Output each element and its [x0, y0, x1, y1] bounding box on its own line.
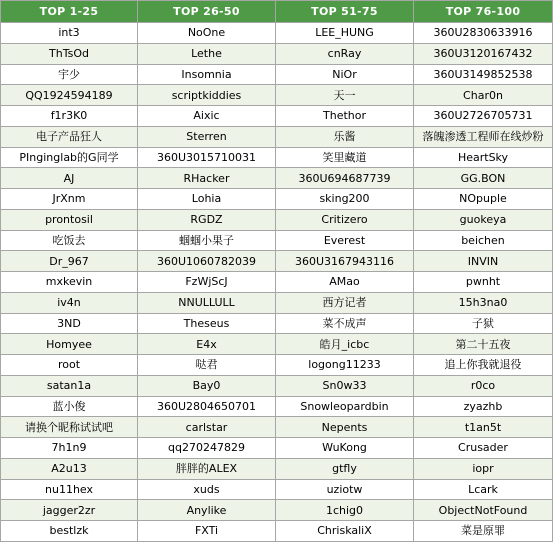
rank-51-75-cell: uziotw — [276, 479, 414, 500]
leaderboard-body — [1, 23, 553, 542]
rank-76-100-cell: iopr — [414, 458, 553, 479]
rank-76-100-cell: 落魄渗透工程师在线炒粉 — [414, 126, 553, 147]
rank-76-100-cell: 360U3149852538 — [414, 64, 553, 85]
rank-51-75-cell: ChriskaliX — [276, 521, 414, 542]
table-row — [1, 355, 553, 376]
header-top-26-50: TOP 26-50 — [138, 1, 276, 23]
rank-76-100-cell: 360U3120167432 — [414, 43, 553, 64]
rank-51-75-cell: Everest — [276, 230, 414, 251]
rank-51-75-cell: Critizero — [276, 209, 414, 230]
rank-51-75-cell: 1chig0 — [276, 500, 414, 521]
rank-76-100-cell: GG.BON — [414, 168, 553, 189]
rank-26-50-cell: scriptkiddies — [138, 85, 276, 106]
table-row — [1, 43, 553, 64]
rank-26-50-cell: 360U2804650701 — [138, 396, 276, 417]
rank-51-75-cell: WuKong — [276, 438, 414, 459]
rank-76-100-cell: Char0n — [414, 85, 553, 106]
rank-76-100-cell: Lcark — [414, 479, 553, 500]
rank-51-75-cell: NiOr — [276, 64, 414, 85]
rank-26-50-cell: 胖胖的ALEX — [138, 458, 276, 479]
rank-26-50-cell: RGDZ — [138, 209, 276, 230]
rank-51-75-cell: 360U694687739 — [276, 168, 414, 189]
table-row — [1, 521, 553, 542]
rank-1-25-cell: AJ — [1, 168, 138, 189]
rank-26-50-cell: Aixic — [138, 106, 276, 127]
table-row — [1, 458, 553, 479]
rank-1-25-cell: ThTsOd — [1, 43, 138, 64]
table-row — [1, 106, 553, 127]
rank-26-50-cell: E4x — [138, 334, 276, 355]
header-row — [1, 1, 553, 23]
rank-76-100-cell: guokeya — [414, 209, 553, 230]
rank-1-25-cell: jagger2zr — [1, 500, 138, 521]
rank-1-25-cell: f1r3K0 — [1, 106, 138, 127]
rank-76-100-cell: pwnht — [414, 272, 553, 293]
rank-1-25-cell: iv4n — [1, 292, 138, 313]
rank-1-25-cell: nu11hex — [1, 479, 138, 500]
rank-51-75-cell: logong11233 — [276, 355, 414, 376]
rank-26-50-cell: xuds — [138, 479, 276, 500]
rank-51-75-cell: 菜不成声 — [276, 313, 414, 334]
table-row — [1, 334, 553, 355]
rank-26-50-cell: 哒君 — [138, 355, 276, 376]
rank-51-75-cell: 360U3167943116 — [276, 251, 414, 272]
rank-51-75-cell: Snowleopardbin — [276, 396, 414, 417]
rank-51-75-cell: 皓月_icbc — [276, 334, 414, 355]
rank-1-25-cell: prontosil — [1, 209, 138, 230]
rank-1-25-cell: 请换个昵称试试吧 — [1, 417, 138, 438]
rank-1-25-cell: A2u13 — [1, 458, 138, 479]
table-row — [1, 313, 553, 334]
rank-26-50-cell: FzWjScJ — [138, 272, 276, 293]
rank-76-100-cell: 360U2726705731 — [414, 106, 553, 127]
rank-26-50-cell: Lethe — [138, 43, 276, 64]
table-row — [1, 64, 553, 85]
rank-26-50-cell: NNULLULL — [138, 292, 276, 313]
table-row — [1, 438, 553, 459]
table-row — [1, 417, 553, 438]
header-top-76-100: TOP 76-100 — [414, 1, 553, 23]
rank-1-25-cell: PInginglab的G同学 — [1, 147, 138, 168]
rank-1-25-cell: mxkevin — [1, 272, 138, 293]
rank-26-50-cell: qq270247829 — [138, 438, 276, 459]
rank-1-25-cell: Dr_967 — [1, 251, 138, 272]
rank-1-25-cell: 蓝小俊 — [1, 396, 138, 417]
rank-26-50-cell: RHacker — [138, 168, 276, 189]
header-top-1-25: TOP 1-25 — [1, 1, 138, 23]
table-row — [1, 209, 553, 230]
header-top-51-75: TOP 51-75 — [276, 1, 414, 23]
table-row — [1, 147, 553, 168]
rank-26-50-cell: Sterren — [138, 126, 276, 147]
table-row — [1, 85, 553, 106]
rank-1-25-cell: satan1a — [1, 375, 138, 396]
rank-76-100-cell: 第二十五夜 — [414, 334, 553, 355]
rank-1-25-cell: 宇少 — [1, 64, 138, 85]
rank-26-50-cell: 蝈蝈小果子 — [138, 230, 276, 251]
rank-1-25-cell: 3ND — [1, 313, 138, 334]
table-row — [1, 23, 553, 44]
rank-26-50-cell: 360U1060782039 — [138, 251, 276, 272]
rank-1-25-cell: Homyee — [1, 334, 138, 355]
table-row — [1, 396, 553, 417]
rank-76-100-cell: 菜是原罪 — [414, 521, 553, 542]
rank-76-100-cell: beichen — [414, 230, 553, 251]
table-row — [1, 230, 553, 251]
rank-26-50-cell: Anylike — [138, 500, 276, 521]
table-row — [1, 500, 553, 521]
rank-1-25-cell: bestlzk — [1, 521, 138, 542]
rank-51-75-cell: AMao — [276, 272, 414, 293]
rank-51-75-cell: 天一 — [276, 85, 414, 106]
rank-26-50-cell: 360U3015710031 — [138, 147, 276, 168]
rank-76-100-cell: r0co — [414, 375, 553, 396]
table-row — [1, 189, 553, 210]
table-row — [1, 251, 553, 272]
rank-76-100-cell: NOpuple — [414, 189, 553, 210]
rank-51-75-cell: Nepents — [276, 417, 414, 438]
rank-1-25-cell: int3 — [1, 23, 138, 44]
table-row — [1, 126, 553, 147]
rank-1-25-cell: 7h1n9 — [1, 438, 138, 459]
rank-76-100-cell: 子狱 — [414, 313, 553, 334]
rank-1-25-cell: QQ1924594189 — [1, 85, 138, 106]
table-row — [1, 292, 553, 313]
rank-76-100-cell: 追上你我就退役 — [414, 355, 553, 376]
rank-26-50-cell: NoOne — [138, 23, 276, 44]
rank-26-50-cell: FXTi — [138, 521, 276, 542]
rank-51-75-cell: 西方记者 — [276, 292, 414, 313]
rank-51-75-cell: cnRay — [276, 43, 414, 64]
rank-1-25-cell: JrXnm — [1, 189, 138, 210]
rank-76-100-cell: Crusader — [414, 438, 553, 459]
rank-76-100-cell: 360U2830633916 — [414, 23, 553, 44]
rank-51-75-cell: Thethor — [276, 106, 414, 127]
rank-51-75-cell: Sn0w33 — [276, 375, 414, 396]
rank-1-25-cell: root — [1, 355, 138, 376]
rank-51-75-cell: 笑里藏道 — [276, 147, 414, 168]
rank-51-75-cell: gtfly — [276, 458, 414, 479]
table-row — [1, 168, 553, 189]
table-row — [1, 479, 553, 500]
rank-26-50-cell: Theseus — [138, 313, 276, 334]
rank-76-100-cell: ObjectNotFound — [414, 500, 553, 521]
rank-1-25-cell: 吃饭去 — [1, 230, 138, 251]
rank-76-100-cell: 15h3na0 — [414, 292, 553, 313]
rank-26-50-cell: Insomnia — [138, 64, 276, 85]
rank-26-50-cell: carlstar — [138, 417, 276, 438]
rank-26-50-cell: Lohia — [138, 189, 276, 210]
rank-51-75-cell: sking200 — [276, 189, 414, 210]
rank-51-75-cell: 乐酱 — [276, 126, 414, 147]
rank-76-100-cell: HeartSky — [414, 147, 553, 168]
rank-76-100-cell: INVIN — [414, 251, 553, 272]
rank-1-25-cell: 电子产品狂人 — [1, 126, 138, 147]
rank-76-100-cell: zyazhb — [414, 396, 553, 417]
leaderboard-header — [1, 1, 553, 23]
table-row — [1, 272, 553, 293]
rank-51-75-cell: LEE_HUNG — [276, 23, 414, 44]
table-row — [1, 375, 553, 396]
rank-76-100-cell: t1an5t — [414, 417, 553, 438]
rank-26-50-cell: Bay0 — [138, 375, 276, 396]
